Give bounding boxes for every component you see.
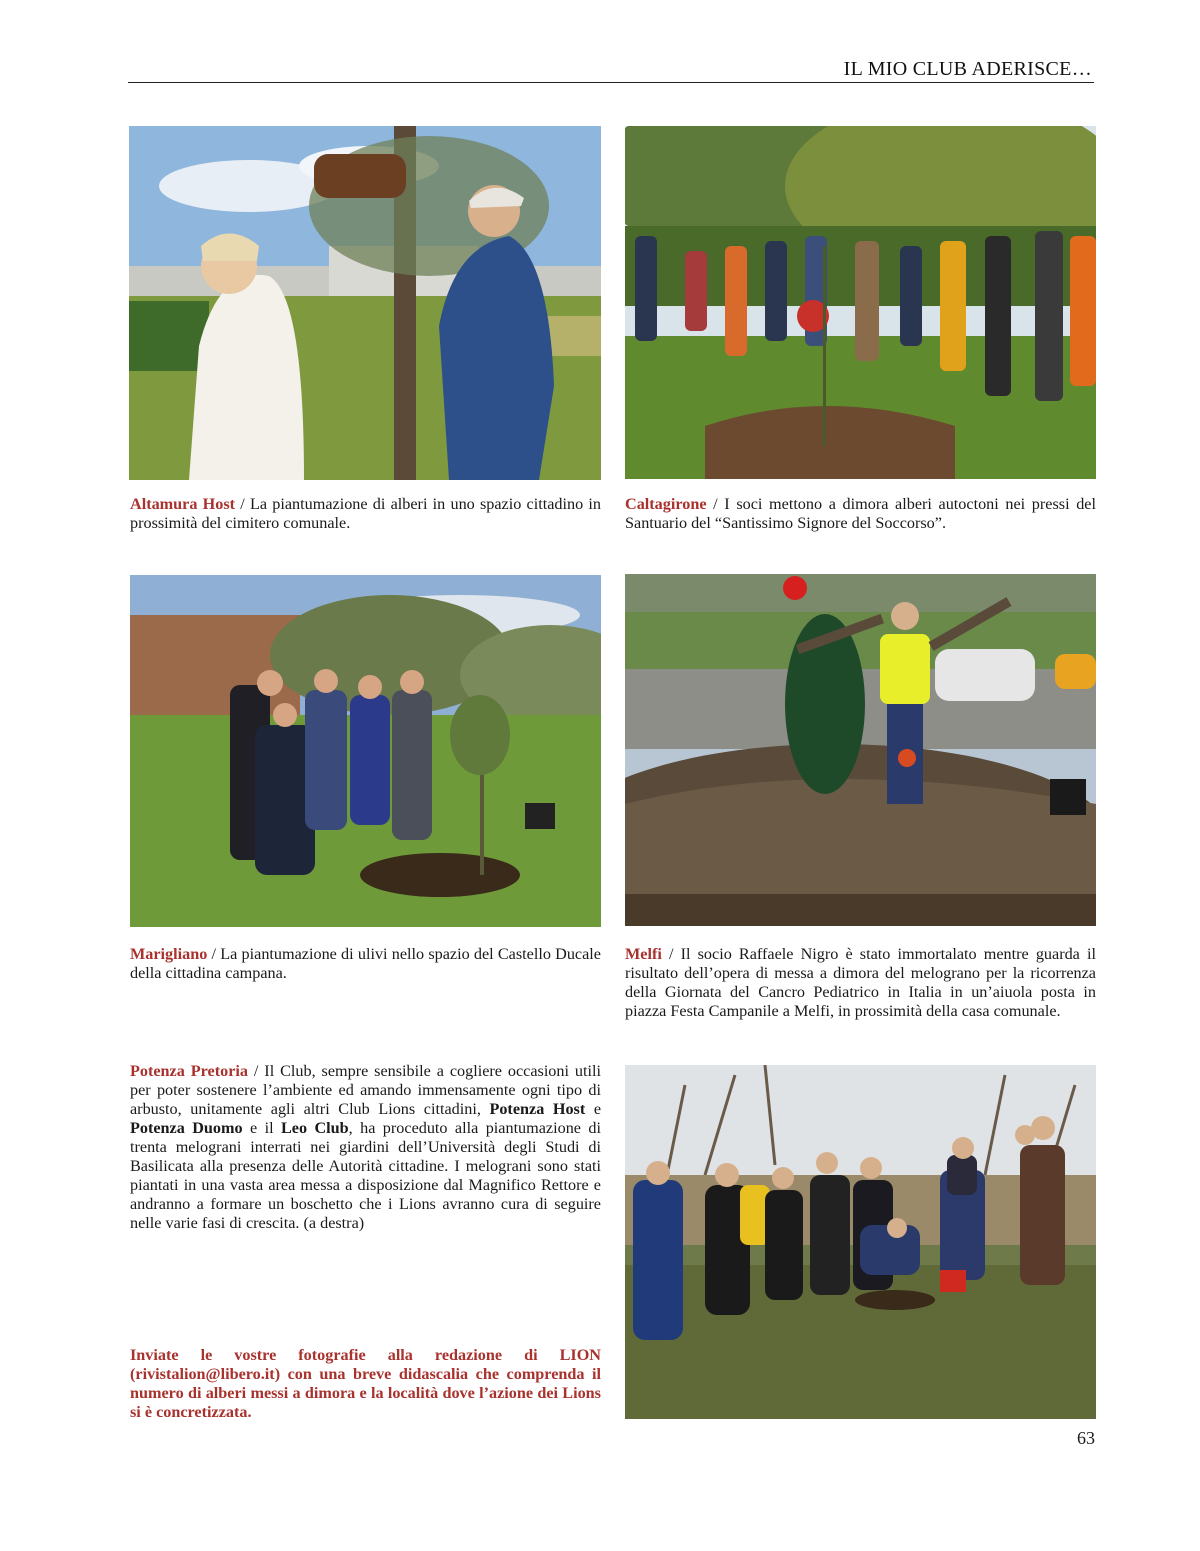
photo-altamura: [129, 126, 601, 480]
page-number: 63: [1077, 1428, 1095, 1448]
club-potenza-duomo: Potenza Duomo: [130, 1119, 243, 1137]
caption-caltagirone: [625, 495, 1096, 533]
caption-location: Marigliano: [130, 945, 208, 963]
caption-text: / Il socio Raffaele Nigro è stato immortalato mentre guarda il risultato dell’opera di messa a dimora del melograno per la ricorrenza della Giornata del Cancro Pediatrico in Italia in un’aiuola posta in piazza Festa Campanile a Melfi, in prossimità della casa comunale.: [625, 945, 1096, 1020]
header-rule: [128, 82, 1094, 83]
photo-submission-appeal: Inviate le vostre fotografie alla redazione di LION (rivistalion@libero.it) con una breve didascalia che comprenda il numero di alberi messi a dimora e la località dove l’azione dei Lions si è concretizzata.: [130, 1346, 601, 1421]
photo-marigliano: [130, 575, 601, 927]
caption-altamura: [130, 495, 601, 533]
caption-text: / La piantumazione di ulivi nello spazio del Castello Ducale della cittadina campana.: [130, 945, 601, 982]
photo-melfi: [625, 574, 1096, 926]
photo-potenza: [625, 1065, 1096, 1419]
potenza-text: Potenza Pretoria / Il Club, sempre sensibile a cogliere occasioni utili per poter sostenere l’ambiente ed amando immensamente ogni tipo di arbusto, unitamente agli altri Club Lions cittadini, Potenza Host e Potenza Duomo e il Leo Club, ha proceduto alla piantumazione di trenta melograni interrati nei giardini dell’Università degli Studi di Basilicata alla presenza delle Autorità cittadine. I melograni sono stati piantati in una vasta area messa a disposizione dal Magnifico Rettore e andranno a formare un boschetto che i Lions avranno cura di seguire nelle varie fasi di crescita. (a destra): [130, 1062, 602, 1232]
caption-melfi: [625, 945, 1096, 1021]
caption-location: Melfi: [625, 945, 662, 963]
club-leo: Leo Club: [281, 1119, 349, 1137]
club-potenza-host: Potenza Host: [489, 1100, 586, 1118]
caption-location: Altamura Host: [130, 495, 236, 513]
caption-marigliano: [130, 945, 601, 983]
section-title: IL MIO CLUB ADERISCE…: [843, 58, 1092, 80]
caption-text: / La piantumazione di alberi in uno spazio cittadino in prossimità del cimitero comunale.: [130, 495, 602, 532]
potenza-location: Potenza Pretoria: [130, 1062, 248, 1080]
caption-text: / I soci mettono a dimora alberi autoctoni nei pressi del Santuario del “Santissimo Signore del Soccorso”.: [625, 495, 1096, 532]
caption-location: Caltagirone: [625, 495, 707, 513]
photo-caltagirone: [625, 126, 1096, 479]
